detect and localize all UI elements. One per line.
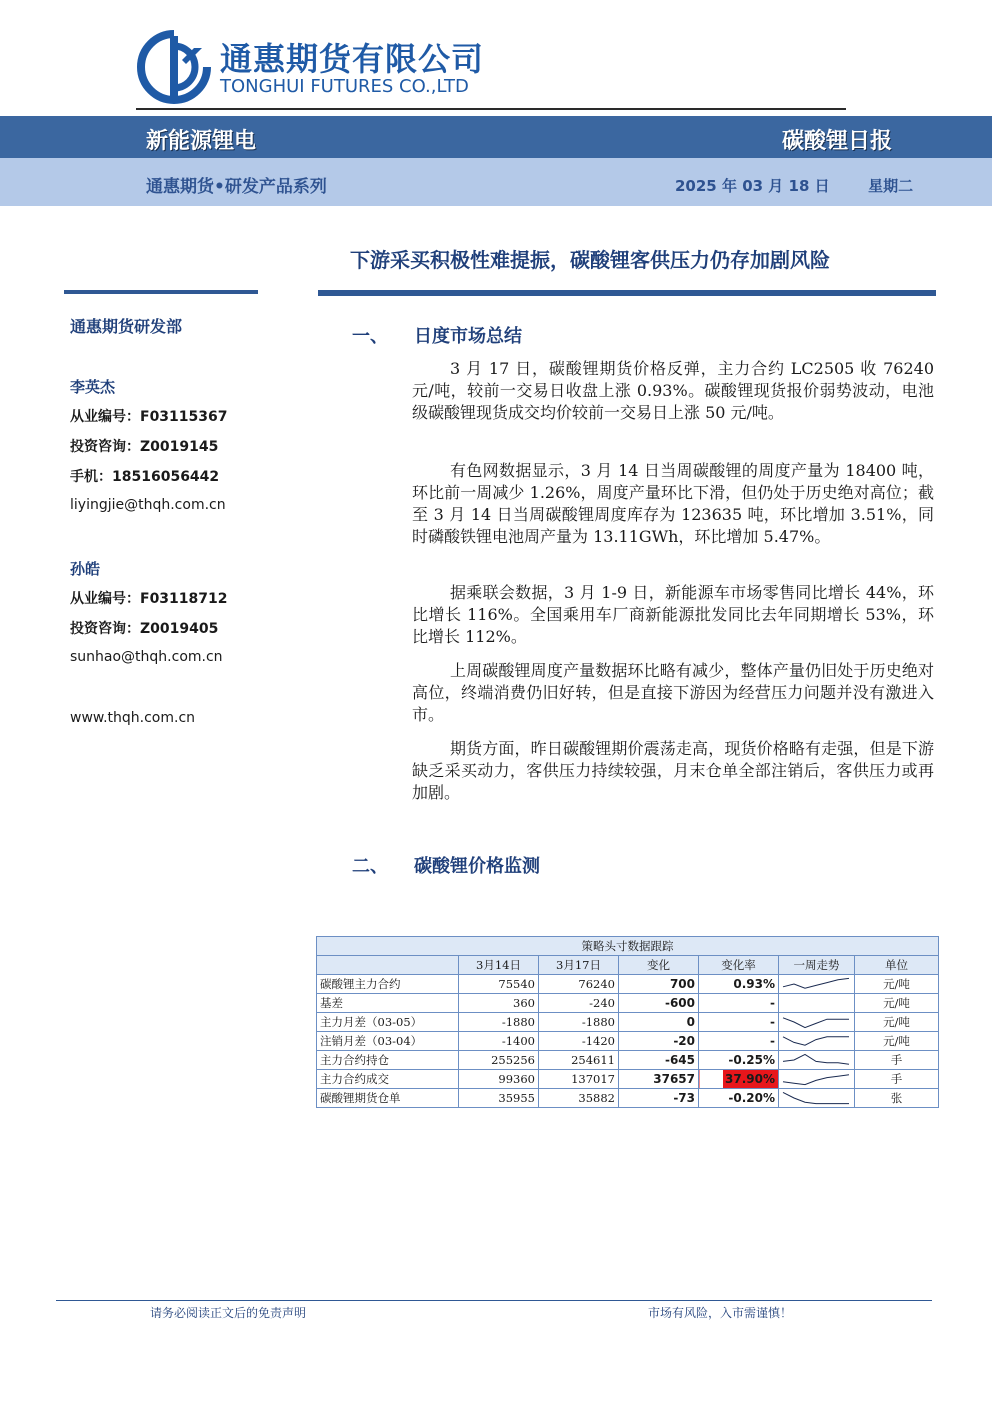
price-monitor-table [316,936,939,1108]
value-mar17: 76240 [539,975,619,994]
row-label: 碳酸锂主力合约 [317,975,459,994]
row-unit: 手 [855,1070,939,1089]
row-label: 基差 [317,994,459,1013]
banner-bottom [0,158,992,206]
analyst-name: 李英杰 [70,378,116,396]
weekly-trend [779,1070,855,1089]
value-change-rate: - [699,1032,779,1051]
table-row [317,1013,939,1032]
value-mar14: 99360 [459,1070,539,1089]
report-date [675,175,913,196]
row-unit: 元/吨 [855,994,939,1013]
row-unit: 元/吨 [855,1013,939,1032]
value-mar17: 254611 [539,1051,619,1070]
table-row [317,1032,939,1051]
body-paragraph: 有色网数据显示，3 月 14 日当周碳酸锂的周度产量为 18400 吨，环比前一周减少 1.26%，周度产量环比下滑，但仍处于历史绝对高位；截至 3 月 14 日当周碳酸锂周度库存为 123635 吨，环比增加 3.51%，同时磷酸铁锂电池周产量为 13.11GWh，环比增加 5.47%。 [412,461,934,546]
sparkline-series [783,1037,849,1045]
banner-top [0,116,992,158]
weekly-trend [779,994,855,1013]
value-change-rate: - [699,1013,779,1032]
value-mar14: 360 [459,994,539,1013]
footer-rule [56,1300,932,1301]
report-title: 下游采买积极性难提振，碳酸锂客供压力仍存加剧风险 [350,248,830,272]
analyst-license: 从业编号：F03118712 [70,591,228,607]
table-row [317,975,939,994]
report-category: 新能源锂电 [146,129,257,154]
table-row [317,994,939,1013]
weekly-trend [779,1051,855,1070]
row-label: 主力合约成交 [317,1070,459,1089]
table-row [317,1070,939,1089]
value-change: 0 [619,1013,699,1032]
value-change: -645 [619,1051,699,1070]
value-change-rate: -0.20% [699,1089,779,1108]
date-text: 2025 年 03 月 18 日 [675,177,830,195]
sparkline [779,1013,853,1031]
row-label: 主力月差（03-05） [317,1013,459,1032]
analyst-consult: 投资咨询：Z0019405 [70,621,219,637]
row-label: 碳酸锂期货仓单 [317,1089,459,1108]
value-mar17: -1420 [539,1032,619,1051]
weekday-text: 星期二 [868,177,914,195]
value-change-rate: 0.93% [699,975,779,994]
analyst-name: 孙皓 [70,560,101,578]
sparkline [779,1070,853,1088]
column-header [317,956,459,975]
sparkline-series [783,1054,849,1064]
body-paragraph: 上周碳酸锂周度产量数据环比略有减少，整体产量仍旧处于历史绝对高位，终端消费仍旧好转，但是直接下游因为经营压力问题并没有激进入市。 [412,661,934,724]
section-number: 二、 [352,856,388,877]
value-mar14: 75540 [459,975,539,994]
risk-warning: 市场有风险，入市需谨慎！ [648,1306,793,1320]
row-unit: 元/吨 [855,975,939,994]
table-caption: 策略头寸数据跟踪 [317,937,939,956]
body-paragraph: 期货方面，昨日碳酸锂期价震荡走高，现货价格略有走强，但是下游缺乏采买动力，客供压力持续较强，月末仓单全部注销后，客供压力或再加剧。 [412,739,934,802]
disclaimer-note: 请务必阅读正文后的免责声明 [150,1306,307,1320]
sparkline-series [783,978,849,988]
sparkline [779,1051,853,1069]
value-mar14: 255256 [459,1051,539,1070]
logo-mark-icon [136,30,212,104]
section-title: 日度市场总结 [414,326,522,347]
header-rule [136,108,846,110]
sparkline-series [783,1075,849,1085]
weekly-trend [779,1032,855,1051]
sparkline [779,994,853,1012]
analyst-email-link[interactable]: sunhao@thqh.com.cn [70,649,223,665]
body-paragraph: 3 月 17 日，碳酸锂期货价格反弹，主力合约 LC2505 收 76240 元/吨，较前一交易日收盘上涨 0.93%。碳酸锂现货报价弱势波动，电池级碳酸锂现货成交均价较前一交易日上涨 50 元/吨。 [412,359,934,422]
sidebar-rule [64,290,258,294]
column-header: 变化率 [699,956,779,975]
website-link[interactable]: www.thqh.com.cn [70,710,196,726]
value-change: -20 [619,1032,699,1051]
analyst-consult: 投资咨询：Z0019145 [70,439,219,455]
value-change-rate: - [699,994,779,1013]
sparkline-series [783,1018,849,1028]
sparkline [779,975,853,993]
value-change: -600 [619,994,699,1013]
column-header: 3月14日 [459,956,539,975]
analyst-phone: 手机：18516056442 [70,469,220,485]
value-mar17: 35882 [539,1089,619,1108]
row-unit: 元/吨 [855,1032,939,1051]
sparkline [779,1089,853,1107]
column-header: 单位 [855,956,939,975]
product-series: 通惠期货•研发产品系列 [146,177,327,197]
section-number: 一、 [352,326,388,347]
title-rule [318,290,936,296]
value-change: 37657 [619,1070,699,1089]
section-title: 碳酸锂价格监测 [414,856,540,877]
company-logo [136,30,496,104]
company-name-en: TONGHUI FUTURES CO.,LTD [220,76,469,97]
column-header: 变化 [619,956,699,975]
value-mar14: -1400 [459,1032,539,1051]
dept-name: 通惠期货研发部 [70,317,183,336]
weekly-trend [779,1013,855,1032]
body-paragraph: 据乘联会数据，3 月 1-9 日，新能源车市场零售同比增长 44%，环比增长 116%。全国乘用车厂商新能源批发同比去年同期增长 53%，环比增长 112%。 [412,583,934,646]
value-mar17: -240 [539,994,619,1013]
value-change: 700 [619,975,699,994]
weekly-trend [779,975,855,994]
value-mar17: 137017 [539,1070,619,1089]
sparkline [779,1032,853,1050]
value-mar14: -1880 [459,1013,539,1032]
analyst-email-link[interactable]: liyingjie@thqh.com.cn [70,497,226,513]
table-row [317,1051,939,1070]
row-label: 主力合约持仓 [317,1051,459,1070]
analyst-license: 从业编号：F03115367 [70,409,228,425]
column-header: 3月17日 [539,956,619,975]
table-row [317,1089,939,1108]
value-change: -73 [619,1089,699,1108]
sparkline-series [783,1092,849,1103]
row-unit: 张 [855,1089,939,1108]
row-unit: 手 [855,1051,939,1070]
report-type: 碳酸锂日报 [781,129,892,154]
value-mar14: 35955 [459,1089,539,1108]
table-header-row [317,956,939,975]
weekly-trend [779,1089,855,1108]
column-header: 一周走势 [779,956,855,975]
value-mar17: -1880 [539,1013,619,1032]
row-label: 注销月差（03-04） [317,1032,459,1051]
value-change-rate: -0.25% [699,1051,779,1070]
company-name-cn: 通惠期货有限公司 [220,40,485,78]
value-change-rate: 37.90% [699,1070,779,1089]
